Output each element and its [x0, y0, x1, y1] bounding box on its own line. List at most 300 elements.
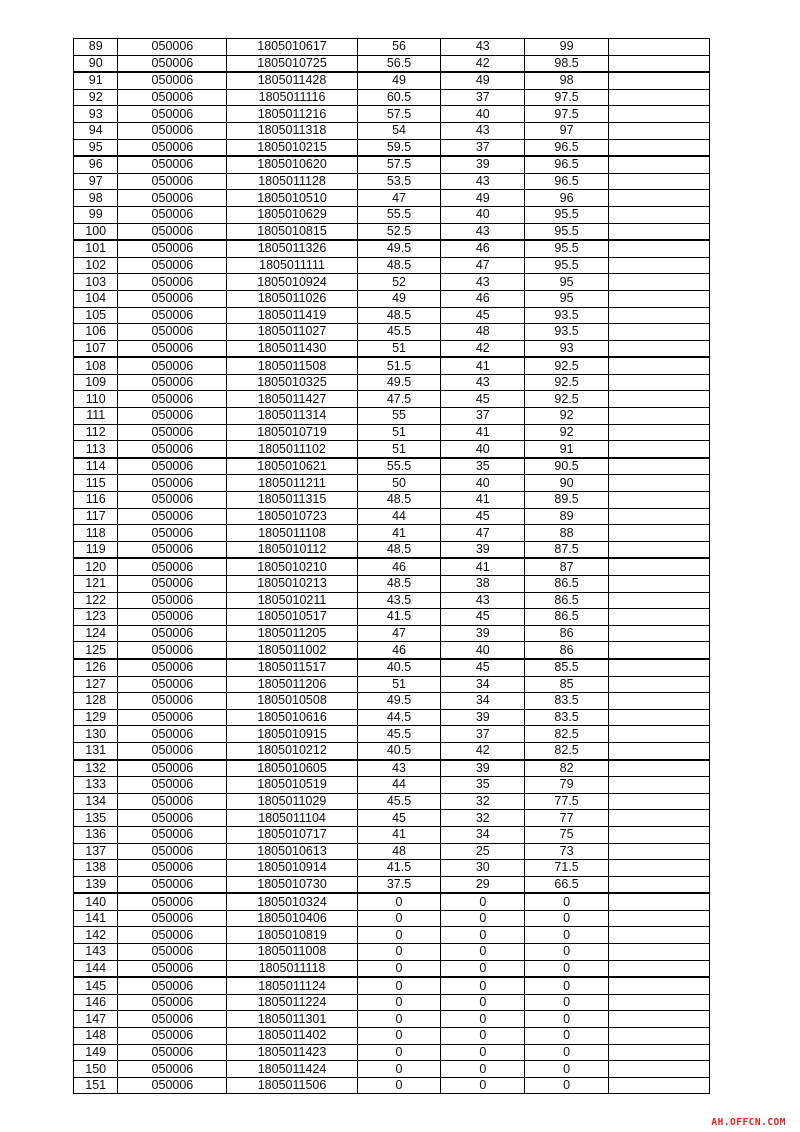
table-row: [74, 190, 710, 207]
table-row: [74, 1077, 710, 1094]
cell-ticket-number: 1805011124: [227, 977, 357, 994]
cell-position-code: 050006: [118, 173, 227, 190]
cell-score-1: 48.5: [357, 541, 441, 558]
cell-total: 93.5: [525, 307, 609, 324]
cell-score-1: 43: [357, 760, 441, 777]
cell-score-2: 32: [441, 793, 525, 810]
cell-score-2: 0: [441, 1061, 525, 1078]
cell-rank: 117: [74, 508, 118, 525]
table-row: [74, 893, 710, 910]
cell-total: 92: [525, 408, 609, 425]
cell-rank: 124: [74, 625, 118, 642]
cell-rank: 148: [74, 1028, 118, 1045]
cell-score-2: 39: [441, 156, 525, 173]
cell-total: 95.5: [525, 223, 609, 240]
cell-score-2: 35: [441, 777, 525, 794]
cell-total: 0: [525, 960, 609, 977]
cell-rank: 116: [74, 492, 118, 509]
cell-position-code: 050006: [118, 843, 227, 860]
cell-remark: [608, 206, 709, 223]
cell-remark: [608, 558, 709, 575]
cell-position-code: 050006: [118, 777, 227, 794]
cell-position-code: 050006: [118, 89, 227, 106]
cell-score-2: 43: [441, 592, 525, 609]
cell-score-2: 34: [441, 826, 525, 843]
cell-remark: [608, 760, 709, 777]
table-row: [74, 106, 710, 123]
table-row: [74, 274, 710, 291]
cell-remark: [608, 324, 709, 341]
table-row: [74, 810, 710, 827]
table-row: [74, 55, 710, 72]
cell-score-1: 55.5: [357, 206, 441, 223]
cell-rank: 146: [74, 994, 118, 1011]
cell-score-1: 0: [357, 994, 441, 1011]
table-row: [74, 240, 710, 257]
cell-ticket-number: 1805011318: [227, 122, 357, 139]
cell-ticket-number: 1805010730: [227, 876, 357, 893]
cell-rank: 91: [74, 72, 118, 89]
table-row: [74, 89, 710, 106]
cell-rank: 89: [74, 39, 118, 56]
cell-remark: [608, 910, 709, 927]
cell-position-code: 050006: [118, 994, 227, 1011]
cell-score-2: 39: [441, 541, 525, 558]
table-row: [74, 1011, 710, 1028]
cell-rank: 125: [74, 642, 118, 659]
cell-score-2: 41: [441, 492, 525, 509]
score-table-body: [74, 39, 710, 1094]
cell-ticket-number: 1805011211: [227, 475, 357, 492]
cell-position-code: 050006: [118, 642, 227, 659]
cell-remark: [608, 408, 709, 425]
cell-rank: 138: [74, 860, 118, 877]
cell-position-code: 050006: [118, 726, 227, 743]
cell-rank: 144: [74, 960, 118, 977]
cell-score-1: 48.5: [357, 492, 441, 509]
cell-score-2: 0: [441, 944, 525, 961]
table-row: [74, 408, 710, 425]
cell-remark: [608, 860, 709, 877]
cell-remark: [608, 793, 709, 810]
table-row: [74, 525, 710, 542]
table-row: [74, 340, 710, 357]
cell-rank: 111: [74, 408, 118, 425]
cell-rank: 115: [74, 475, 118, 492]
cell-remark: [608, 441, 709, 458]
cell-ticket-number: 1805011315: [227, 492, 357, 509]
table-row: [74, 1028, 710, 1045]
cell-rank: 130: [74, 726, 118, 743]
cell-score-2: 0: [441, 893, 525, 910]
cell-total: 73: [525, 843, 609, 860]
cell-remark: [608, 72, 709, 89]
cell-ticket-number: 1805010211: [227, 592, 357, 609]
cell-remark: [608, 977, 709, 994]
cell-remark: [608, 726, 709, 743]
table-row: [74, 927, 710, 944]
cell-position-code: 050006: [118, 475, 227, 492]
cell-score-2: 0: [441, 1028, 525, 1045]
table-row: [74, 760, 710, 777]
cell-score-1: 48.5: [357, 257, 441, 274]
cell-ticket-number: 1805010717: [227, 826, 357, 843]
cell-score-1: 48: [357, 843, 441, 860]
cell-total: 71.5: [525, 860, 609, 877]
cell-ticket-number: 1805010210: [227, 558, 357, 575]
cell-rank: 142: [74, 927, 118, 944]
cell-remark: [608, 1077, 709, 1094]
cell-rank: 122: [74, 592, 118, 609]
cell-total: 0: [525, 1044, 609, 1061]
cell-rank: 141: [74, 910, 118, 927]
cell-position-code: 050006: [118, 676, 227, 693]
cell-ticket-number: 1805011517: [227, 659, 357, 676]
cell-position-code: 050006: [118, 525, 227, 542]
table-row: [74, 122, 710, 139]
cell-total: 86.5: [525, 592, 609, 609]
cell-total: 95.5: [525, 257, 609, 274]
cell-ticket-number: 1805011423: [227, 1044, 357, 1061]
cell-total: 92.5: [525, 357, 609, 374]
cell-ticket-number: 1805010613: [227, 843, 357, 860]
cell-remark: [608, 541, 709, 558]
cell-total: 92.5: [525, 374, 609, 391]
cell-score-2: 43: [441, 122, 525, 139]
cell-score-1: 46: [357, 642, 441, 659]
cell-total: 0: [525, 944, 609, 961]
cell-ticket-number: 1805010324: [227, 893, 357, 910]
cell-rank: 113: [74, 441, 118, 458]
table-row: [74, 977, 710, 994]
table-row: [74, 424, 710, 441]
table-row: [74, 492, 710, 509]
cell-remark: [608, 742, 709, 759]
table-row: [74, 1044, 710, 1061]
cell-remark: [608, 525, 709, 542]
cell-ticket-number: 1805011111: [227, 257, 357, 274]
cell-rank: 128: [74, 693, 118, 710]
cell-position-code: 050006: [118, 257, 227, 274]
cell-total: 95.5: [525, 206, 609, 223]
cell-total: 83.5: [525, 693, 609, 710]
cell-rank: 94: [74, 122, 118, 139]
cell-score-1: 0: [357, 1028, 441, 1045]
cell-score-2: 45: [441, 391, 525, 408]
score-table: [73, 38, 710, 1094]
cell-rank: 106: [74, 324, 118, 341]
table-row: [74, 793, 710, 810]
cell-rank: 129: [74, 709, 118, 726]
cell-position-code: 050006: [118, 274, 227, 291]
cell-score-2: 43: [441, 173, 525, 190]
cell-score-1: 55.5: [357, 458, 441, 475]
cell-rank: 132: [74, 760, 118, 777]
table-row: [74, 357, 710, 374]
cell-rank: 92: [74, 89, 118, 106]
table-row: [74, 709, 710, 726]
cell-total: 0: [525, 1061, 609, 1078]
cell-rank: 100: [74, 223, 118, 240]
cell-rank: 143: [74, 944, 118, 961]
cell-score-1: 0: [357, 893, 441, 910]
cell-score-1: 56.5: [357, 55, 441, 72]
cell-remark: [608, 826, 709, 843]
cell-rank: 112: [74, 424, 118, 441]
cell-ticket-number: 1805011326: [227, 240, 357, 257]
cell-ticket-number: 1805010508: [227, 693, 357, 710]
cell-score-2: 45: [441, 307, 525, 324]
cell-position-code: 050006: [118, 492, 227, 509]
table-row: [74, 642, 710, 659]
cell-score-1: 41: [357, 826, 441, 843]
cell-total: 98.5: [525, 55, 609, 72]
cell-rank: 123: [74, 609, 118, 626]
cell-total: 97.5: [525, 89, 609, 106]
cell-ticket-number: 1805010517: [227, 609, 357, 626]
cell-ticket-number: 1805011104: [227, 810, 357, 827]
cell-position-code: 050006: [118, 1044, 227, 1061]
cell-remark: [608, 357, 709, 374]
cell-total: 0: [525, 977, 609, 994]
cell-rank: 151: [74, 1077, 118, 1094]
cell-total: 66.5: [525, 876, 609, 893]
cell-score-1: 59.5: [357, 139, 441, 156]
cell-position-code: 050006: [118, 826, 227, 843]
cell-position-code: 050006: [118, 709, 227, 726]
cell-ticket-number: 1805010915: [227, 726, 357, 743]
cell-position-code: 050006: [118, 290, 227, 307]
cell-ticket-number: 1805011419: [227, 307, 357, 324]
cell-position-code: 050006: [118, 944, 227, 961]
cell-position-code: 050006: [118, 55, 227, 72]
cell-score-1: 40.5: [357, 659, 441, 676]
cell-position-code: 050006: [118, 139, 227, 156]
cell-ticket-number: 1805011402: [227, 1028, 357, 1045]
cell-remark: [608, 1028, 709, 1045]
cell-position-code: 050006: [118, 592, 227, 609]
cell-position-code: 050006: [118, 927, 227, 944]
cell-rank: 121: [74, 576, 118, 593]
cell-rank: 110: [74, 391, 118, 408]
cell-remark: [608, 340, 709, 357]
cell-position-code: 050006: [118, 810, 227, 827]
table-row: [74, 223, 710, 240]
cell-score-1: 45: [357, 810, 441, 827]
cell-remark: [608, 307, 709, 324]
table-row: [74, 72, 710, 89]
cell-total: 96.5: [525, 173, 609, 190]
cell-position-code: 050006: [118, 374, 227, 391]
table-row: [74, 441, 710, 458]
cell-total: 75: [525, 826, 609, 843]
cell-score-2: 47: [441, 525, 525, 542]
cell-score-2: 46: [441, 240, 525, 257]
cell-score-1: 0: [357, 960, 441, 977]
cell-rank: 135: [74, 810, 118, 827]
cell-rank: 98: [74, 190, 118, 207]
cell-rank: 131: [74, 742, 118, 759]
cell-score-2: 45: [441, 659, 525, 676]
cell-score-1: 51: [357, 441, 441, 458]
cell-position-code: 050006: [118, 558, 227, 575]
cell-score-1: 0: [357, 1077, 441, 1094]
cell-score-2: 39: [441, 760, 525, 777]
cell-ticket-number: 1805010719: [227, 424, 357, 441]
table-row: [74, 960, 710, 977]
cell-score-1: 52.5: [357, 223, 441, 240]
cell-total: 87: [525, 558, 609, 575]
cell-score-2: 37: [441, 89, 525, 106]
cell-remark: [608, 625, 709, 642]
cell-score-1: 48.5: [357, 307, 441, 324]
cell-position-code: 050006: [118, 391, 227, 408]
cell-remark: [608, 508, 709, 525]
cell-rank: 134: [74, 793, 118, 810]
cell-score-2: 35: [441, 458, 525, 475]
cell-score-2: 0: [441, 927, 525, 944]
cell-rank: 118: [74, 525, 118, 542]
cell-score-2: 42: [441, 742, 525, 759]
table-row: [74, 609, 710, 626]
cell-score-2: 46: [441, 290, 525, 307]
cell-total: 90.5: [525, 458, 609, 475]
cell-total: 90: [525, 475, 609, 492]
cell-position-code: 050006: [118, 659, 227, 676]
cell-position-code: 050006: [118, 609, 227, 626]
table-row: [74, 139, 710, 156]
cell-remark: [608, 39, 709, 56]
cell-position-code: 050006: [118, 39, 227, 56]
cell-rank: 105: [74, 307, 118, 324]
cell-rank: 145: [74, 977, 118, 994]
cell-total: 89: [525, 508, 609, 525]
cell-ticket-number: 1805011224: [227, 994, 357, 1011]
cell-position-code: 050006: [118, 960, 227, 977]
table-row: [74, 458, 710, 475]
cell-rank: 136: [74, 826, 118, 843]
cell-remark: [608, 190, 709, 207]
table-row: [74, 508, 710, 525]
cell-remark: [608, 290, 709, 307]
cell-total: 0: [525, 994, 609, 1011]
cell-position-code: 050006: [118, 72, 227, 89]
cell-score-2: 37: [441, 139, 525, 156]
cell-rank: 99: [74, 206, 118, 223]
cell-rank: 101: [74, 240, 118, 257]
cell-position-code: 050006: [118, 223, 227, 240]
cell-position-code: 050006: [118, 307, 227, 324]
cell-score-2: 41: [441, 357, 525, 374]
cell-total: 97: [525, 122, 609, 139]
cell-score-1: 41: [357, 525, 441, 542]
cell-total: 86: [525, 642, 609, 659]
cell-remark: [608, 592, 709, 609]
cell-position-code: 050006: [118, 793, 227, 810]
table-row: [74, 994, 710, 1011]
cell-score-1: 45.5: [357, 726, 441, 743]
cell-total: 0: [525, 927, 609, 944]
cell-total: 0: [525, 1077, 609, 1094]
cell-total: 86: [525, 625, 609, 642]
cell-score-2: 29: [441, 876, 525, 893]
cell-ticket-number: 1805010914: [227, 860, 357, 877]
cell-score-2: 40: [441, 642, 525, 659]
cell-score-2: 42: [441, 340, 525, 357]
cell-rank: 139: [74, 876, 118, 893]
table-row: [74, 39, 710, 56]
cell-remark: [608, 173, 709, 190]
cell-score-2: 0: [441, 1011, 525, 1028]
table-row: [74, 860, 710, 877]
table-row: [74, 693, 710, 710]
cell-remark: [608, 642, 709, 659]
cell-ticket-number: 1805010406: [227, 910, 357, 927]
cell-score-1: 51: [357, 424, 441, 441]
cell-position-code: 050006: [118, 508, 227, 525]
cell-score-1: 49.5: [357, 374, 441, 391]
table-row: [74, 742, 710, 759]
cell-position-code: 050006: [118, 576, 227, 593]
cell-score-1: 47: [357, 190, 441, 207]
cell-remark: [608, 458, 709, 475]
cell-score-2: 39: [441, 709, 525, 726]
cell-remark: [608, 709, 709, 726]
cell-score-1: 45.5: [357, 324, 441, 341]
cell-position-code: 050006: [118, 441, 227, 458]
cell-position-code: 050006: [118, 742, 227, 759]
cell-total: 95: [525, 274, 609, 291]
table-row: [74, 156, 710, 173]
cell-remark: [608, 659, 709, 676]
table-row: [74, 541, 710, 558]
table-row: [74, 307, 710, 324]
cell-position-code: 050006: [118, 458, 227, 475]
cell-score-1: 52: [357, 274, 441, 291]
cell-score-1: 57.5: [357, 106, 441, 123]
cell-remark: [608, 843, 709, 860]
cell-position-code: 050006: [118, 1028, 227, 1045]
cell-ticket-number: 1805010519: [227, 777, 357, 794]
cell-total: 91: [525, 441, 609, 458]
cell-remark: [608, 424, 709, 441]
cell-total: 89.5: [525, 492, 609, 509]
cell-score-1: 60.5: [357, 89, 441, 106]
cell-position-code: 050006: [118, 860, 227, 877]
cell-ticket-number: 1805010605: [227, 760, 357, 777]
cell-ticket-number: 1805011314: [227, 408, 357, 425]
cell-total: 86.5: [525, 576, 609, 593]
cell-score-1: 47: [357, 625, 441, 642]
cell-score-2: 40: [441, 106, 525, 123]
cell-remark: [608, 156, 709, 173]
cell-rank: 147: [74, 1011, 118, 1028]
cell-total: 93.5: [525, 324, 609, 341]
table-row: [74, 910, 710, 927]
cell-total: 0: [525, 1011, 609, 1028]
cell-score-2: 34: [441, 676, 525, 693]
cell-score-2: 42: [441, 55, 525, 72]
cell-ticket-number: 1805011205: [227, 625, 357, 642]
cell-total: 79: [525, 777, 609, 794]
cell-score-1: 0: [357, 927, 441, 944]
cell-ticket-number: 1805011027: [227, 324, 357, 341]
table-row: [74, 391, 710, 408]
cell-position-code: 050006: [118, 1011, 227, 1028]
cell-score-1: 49.5: [357, 693, 441, 710]
cell-position-code: 050006: [118, 106, 227, 123]
cell-score-1: 46: [357, 558, 441, 575]
